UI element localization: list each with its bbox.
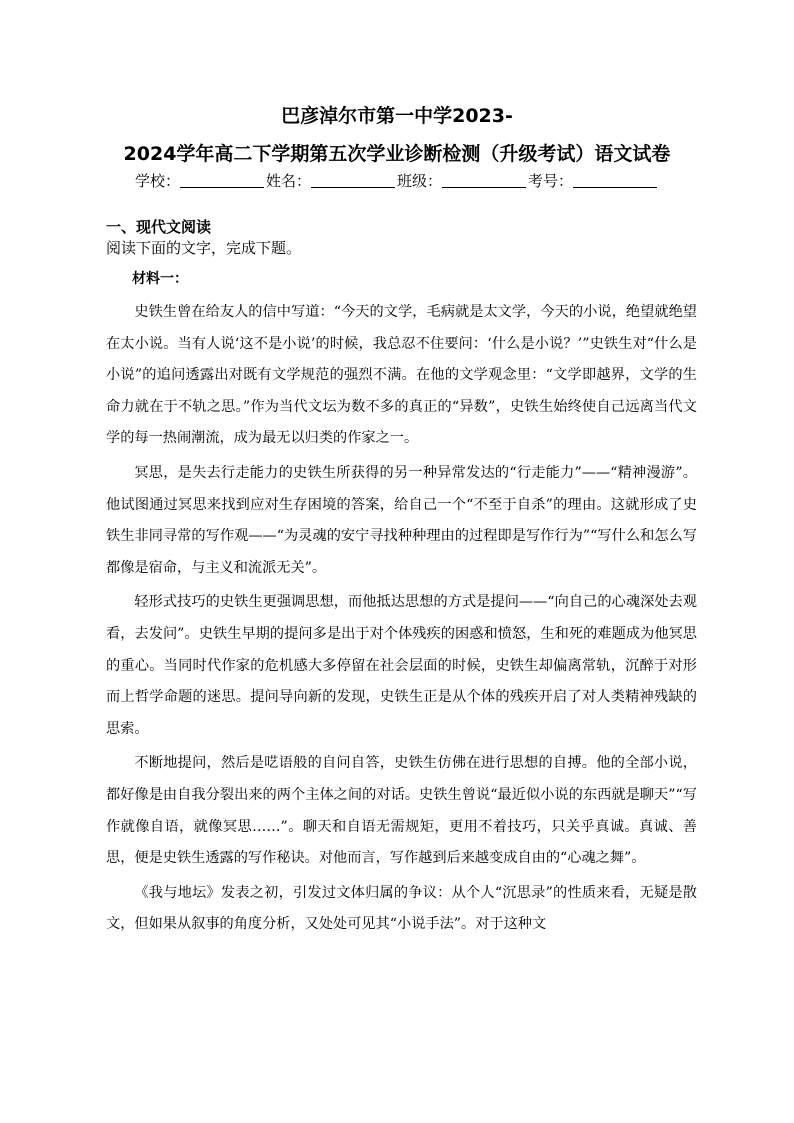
name-blank[interactable] bbox=[311, 172, 395, 188]
school-blank[interactable] bbox=[180, 172, 264, 188]
passage-paragraph: 史铁生曾在给友人的信中写道：“今天的文学，毛病就是太文学，今天的小说，绝望就绝望在太小说。当有人说‘这不是小说’的时候，我总忍不住要问：‘什么是小说？’”史铁生对“什么是小说”的追问透露出对既有文学规范的强烈不满。在他的文学观念里：“文学即越界，文学的生命力就在于不轨之思。”作为当代文坛为数不多的真正的“异数”，史铁生始终使自己远离当代文学的每一热闹潮流，成为最无以归类的作家之一。 bbox=[106, 304, 697, 447]
passage-paragraph: 不断地提问，然后是呓语般的自问自答，史铁生仿佛在进行思想的自搏。他的全部小说，都好像是由自我分裂出来的两个主体之间的对话。史铁生曾说“最近似小说的东西就是聊天”“写作就像自语，就像冥思……”。聊天和自语无需规矩，更用不着技巧，只关乎真诚。真诚、善思，便是史铁生透露的写作秘诀。对他而言，写作越到后来越变成自由的“心魂之舞”。 bbox=[106, 755, 697, 867]
class-label: 班级： bbox=[397, 172, 443, 190]
school-label: 学校： bbox=[134, 172, 180, 190]
exam-title-line-2: 2024学年高二下学期第五次学业诊断检测（升级考试）语文试卷 bbox=[123, 143, 671, 165]
passage-paragraph: 轻形式技巧的史铁生更强调思想，而他抵达思想的方式是提问——“向自己的心魂深处去观看，去发问”。史铁生早期的提问多是出于对个体残疾的困惑和愤怒，生和死的难题成为他冥思的重心。当同时代作家的危机感大多停留在社会层面的时候，史铁生却偏离常轨，沉醉于对形而上哲学命题的迷思。提问导向新的发现，史铁生正是从个体的残疾开启了对人类精神残缺的思索。 bbox=[106, 594, 697, 737]
exam-no-label: 考号： bbox=[528, 172, 574, 190]
exam-no-blank[interactable] bbox=[573, 172, 657, 188]
material-label: 材料一： bbox=[132, 271, 188, 287]
name-label: 姓名： bbox=[265, 172, 311, 190]
reading-instruction: 阅读下面的文字，完成下题。 bbox=[106, 239, 302, 257]
section-heading: 一、现代文阅读 bbox=[106, 218, 212, 236]
passage-paragraph: 《我与地坛》发表之初，引发过文体归属的争议：从个人“沉思录”的性质来看，无疑是散文，但如果从叙事的角度分析，又处处可见其“小说手法”。对于这种文 bbox=[106, 884, 697, 933]
class-blank[interactable] bbox=[442, 172, 526, 188]
passage-paragraph: 冥思，是失去行走能力的史铁生所获得的另一种异常发达的“行走能力”——“精神漫游”。他试图通过冥思来找到应对生存困境的答案，给自己一个“不至于自杀”的理由。这就形成了史铁生非同寻常的写作观——“为灵魂的安宁寻找种种理由的过程即是写作行为”“写什么和怎么写都像是宿命，与主义和流派无关”。 bbox=[106, 464, 697, 576]
passage-body bbox=[106, 297, 697, 944]
student-info-row bbox=[0, 171, 794, 191]
exam-title-line-1: 巴彦淖尔市第一中学2023- bbox=[281, 105, 513, 127]
